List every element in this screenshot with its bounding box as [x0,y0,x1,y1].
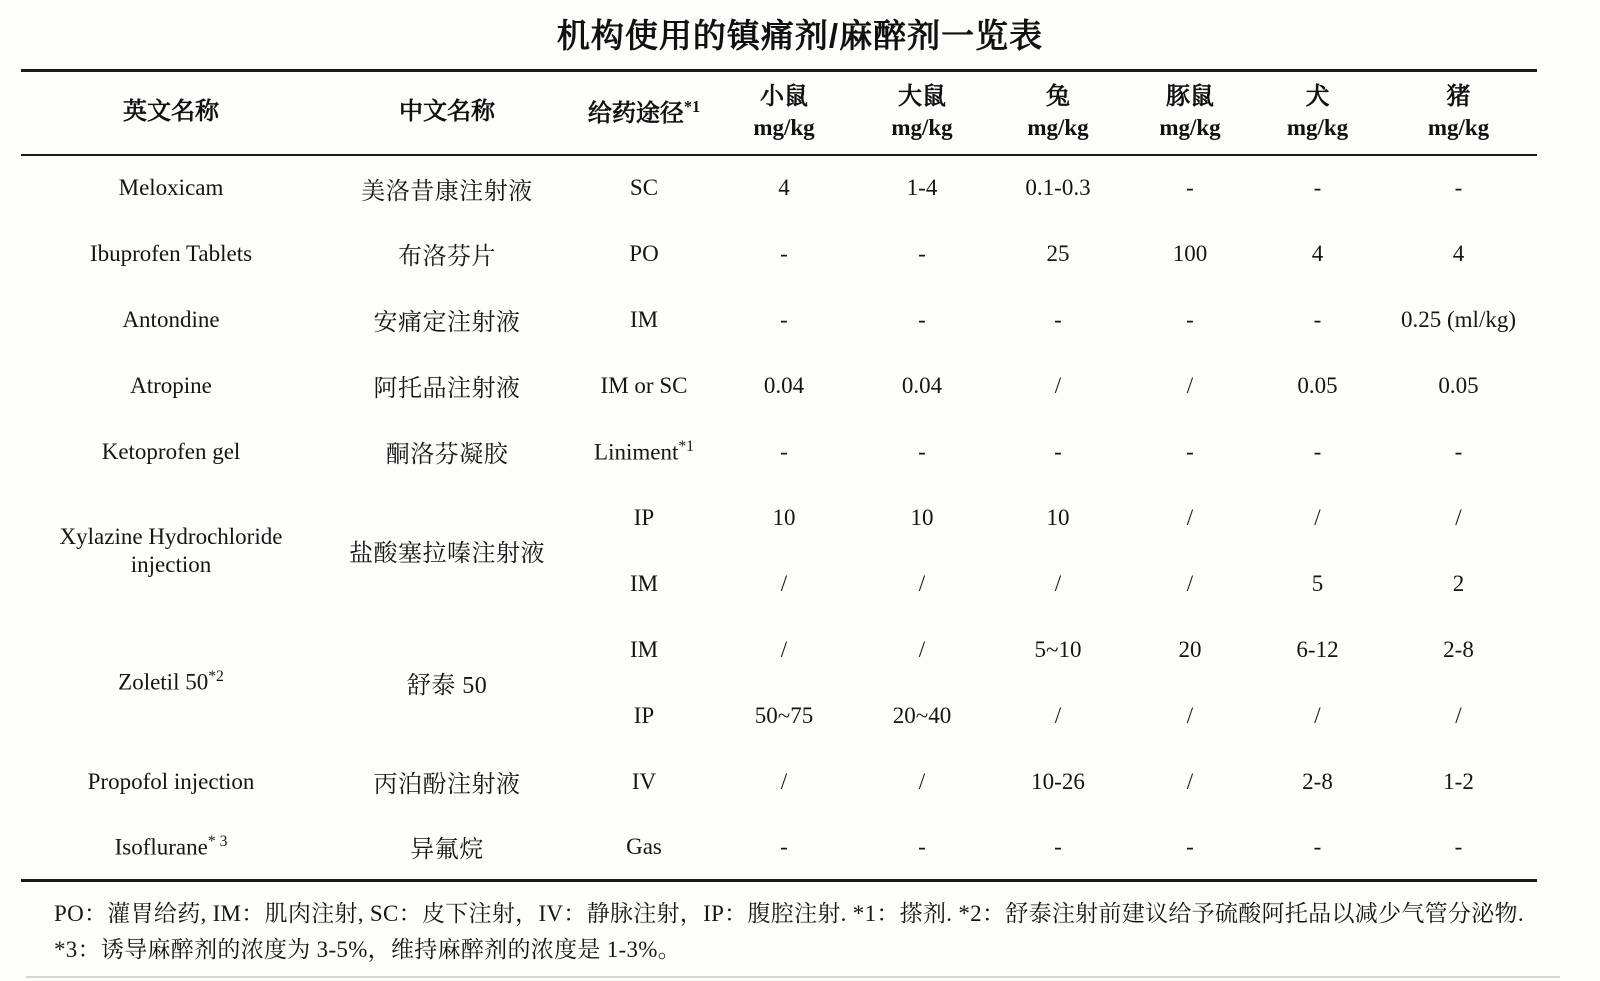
footnote-marker: *1 [678,437,694,455]
column-header-label: 大鼠 [898,84,946,111]
column-header [1255,71,1380,155]
drug-name-en: Atropine [130,372,212,398]
administration-route: SC [629,175,659,200]
dose-value: - [1313,833,1322,859]
dose-value: - [1186,306,1194,332]
column-header [573,71,715,155]
dose-value: - [1454,438,1463,464]
dose-value: 10 [910,504,934,530]
drug-name-en: Zoletil 50$^{*2}$ [118,668,224,696]
drug-name-cn: 酮洛芬凝胶 [385,442,509,468]
dose-value: / [1186,570,1194,596]
dose-value: / [1186,702,1194,728]
dose-value: 1-4 [906,175,938,200]
dose-value: 2-8 [1302,768,1333,794]
dose-value: / [918,636,926,662]
administration-route: IM [629,306,659,332]
table-row [21,485,1537,551]
table-header-row [21,71,1537,155]
drug-name-en: Ibuprofen Tablets [89,240,253,266]
column-header-label: 小鼠 [760,84,808,111]
column-header-unit: mg/kg [1427,115,1490,141]
drug-name-cn: 舒泰 50 [406,673,488,699]
dose-value: - [918,438,926,464]
column-header [715,71,853,155]
dose-value: / [1054,702,1062,728]
dose-value: - [1054,438,1062,464]
scan-edge-line [26,976,1560,978]
dose-value: - [1454,833,1463,859]
dose-value: 6-12 [1296,636,1339,662]
dose-value: 0.05 [1438,372,1479,398]
column-header-unit: mg/kg [1159,115,1221,141]
drug-name-en: Ketoprofen gel [101,438,241,464]
dose-value: - [1454,175,1463,200]
dose-value: 5~10 [1034,636,1082,662]
dose-value: 0.1-0.3 [1025,175,1091,200]
dose-value: 4 [778,175,790,200]
table-body [21,155,1537,881]
drug-name-cn: 阿托品注射液 [373,376,521,402]
administration-route: PO [629,240,659,266]
drug-name-cn: 布洛芬片 [398,244,496,270]
drug-name-cn: 安痛定注射液 [373,310,521,336]
column-header [1380,71,1537,155]
dose-value: 10 [772,504,796,530]
dose-value: - [780,438,788,464]
column-header-unit: mg/kg [753,115,815,141]
drug-name-en: Antondine [122,306,220,332]
column-header-label: 中文名称 [399,99,495,126]
drug-name-en: Propofol injection [87,768,255,794]
drug-name-cn: 丙泊酚注射液 [373,772,521,798]
drug-name-cn: 盐酸塞拉嗪注射液 [349,541,545,567]
dose-value: 2 [1452,570,1465,596]
dose-value: 4 [1311,240,1324,266]
dose-value: - [780,833,788,859]
dose-value: 0.04 [763,372,805,398]
drug-name-en: Meloxicam [118,175,224,201]
administration-route: IM [629,636,659,662]
column-header [991,71,1125,155]
drug-dose-table [21,69,1537,882]
column-header-unit: mg/kg [1027,115,1089,141]
dose-value: 20~40 [892,702,952,728]
dose-value: - [1186,833,1194,859]
footnote-marker: * 3 [207,832,228,850]
table-row [21,155,1537,221]
column-header-label: 英文名称 [123,99,219,126]
footnote: PO：灌胃给药, IM：肌肉注射, SC：皮下注射，IV：静脉注射，IP：腹腔注射. *1：搽剂. *2：舒泰注射前建议给予硫酸阿托品以减少气管分泌物. *3：诱导麻醉剂的浓度为 3-5%，维持麻醉剂的浓度是 1-3%。 [54,901,1524,962]
dose-value: - [780,306,788,332]
dose-value: / [1054,372,1062,398]
dose-value: - [1054,833,1062,859]
dose-value: - [918,306,926,332]
dose-value: 2-8 [1443,636,1474,662]
footnote-marker: *2 [208,668,224,686]
dose-value: 10 [1046,504,1070,530]
dose-value: / [918,570,926,596]
dose-value: / [780,636,788,662]
dose-value: - [1313,175,1322,200]
dose-value: 5 [1311,570,1324,596]
dose-value: 0.25 (ml/kg) [1401,306,1516,332]
column-header-label: 犬 [1305,84,1330,111]
dose-value: / [1314,504,1321,530]
column-header-label: 兔 [1046,84,1070,111]
table-row [21,815,1537,881]
column-header-label: 猪 [1446,84,1471,111]
footnote-marker: *1 [683,96,701,116]
dose-value: / [1314,702,1321,728]
drug-name-cn: 美洛昔康注射液 [361,178,533,205]
drug-name-en: Xylazine Hydrochloride injection [59,523,283,577]
dose-value: / [1186,372,1194,398]
dose-value: - [1313,438,1322,464]
table-row [21,221,1537,287]
column-header-unit: mg/kg [1286,115,1349,141]
dose-value: / [1054,570,1062,596]
dose-value: / [780,768,788,794]
administration-route: Gas [626,833,662,859]
dose-value: / [1186,504,1194,530]
column-header-label: 给药途径$^{*1}$ [587,96,701,127]
dose-value: / [1455,504,1462,530]
dose-value: / [1455,702,1462,728]
dose-value: - [1186,175,1194,200]
table-row [21,287,1537,353]
dose-value: - [918,240,926,266]
column-header-label: 豚鼠 [1166,84,1214,111]
column-header [321,71,573,155]
column-header [1125,71,1255,155]
dose-value: 25 [1046,240,1070,266]
dose-value: 20 [1178,636,1202,662]
dose-value: - [1186,438,1194,464]
table-row [21,749,1537,815]
administration-route: IM or SC [600,372,688,398]
dose-value: / [918,768,926,794]
dose-value: - [918,833,926,859]
column-header [853,71,991,155]
administration-route: IV [631,768,657,794]
column-header [21,71,321,155]
dose-value: / [780,570,788,596]
dose-value: 1-2 [1443,768,1474,794]
dose-value: - [1054,306,1062,332]
column-header-unit: mg/kg [891,115,953,141]
page-title: 机构使用的镇痛剂/麻醉剂一览表 [556,17,1044,54]
drug-name-cn: 异氟烷 [410,837,484,864]
table-header [21,71,1537,155]
dose-value: / [1186,768,1194,794]
table-row [21,617,1537,683]
administration-route: IP [633,702,655,728]
dose-value: 0.04 [901,372,943,398]
table-row [21,419,1537,485]
table-row [21,353,1537,419]
dose-value: 4 [1452,240,1465,266]
dose-value: - [780,240,788,266]
dose-value: 50~75 [754,702,814,728]
administration-route: Liniment$^{*1}$ [594,437,694,465]
administration-route: IP [633,504,655,530]
dose-value: - [1313,306,1322,332]
dose-value: 10-26 [1031,768,1085,794]
dose-value: 0.05 [1297,372,1338,398]
administration-route: IM [629,570,659,596]
drug-name-en: Isoflurane$^{* 3}$ [114,832,228,860]
dose-value: 100 [1172,240,1208,266]
